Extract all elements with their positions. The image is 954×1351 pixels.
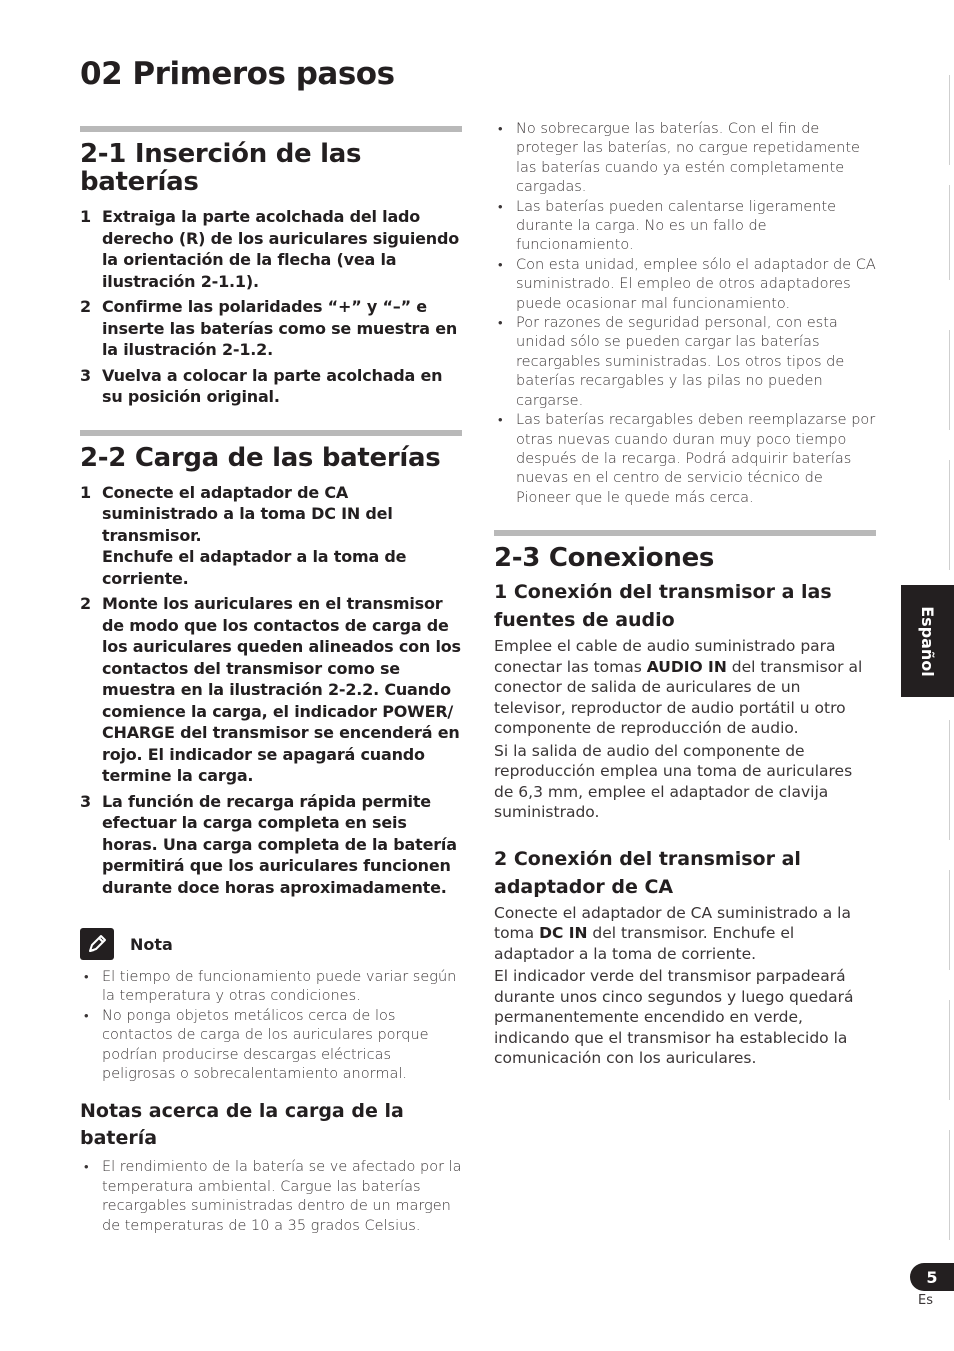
section-title-2-2: 2-2 Carga de las baterías xyxy=(80,442,441,473)
left-column xyxy=(80,120,462,1236)
page-number: 5 xyxy=(910,1263,954,1291)
dc-in-label: DC IN xyxy=(539,924,588,943)
note-list xyxy=(80,968,462,1084)
charging-note-item: • Las baterías pueden calentarse ligeramente durante la carga. No es un fallo de funcionamiento. xyxy=(494,198,876,256)
step-item xyxy=(80,593,462,787)
note-item: • No ponga objetos metálicos cerca de los contactos de carga de los auriculares porque podrían producirse descargas eléctricas peligrosas o sobrecalentamiento anormal. xyxy=(80,1007,462,1085)
pencil-icon xyxy=(80,928,114,960)
charging-note-item: • Por razones de seguridad personal, con esta unidad sólo se pueden cargar las baterías recargables suministradas. Los otros tipos de baterías recargables y las pilas no pueden cargarse. xyxy=(494,314,876,411)
step-number: 1 xyxy=(80,482,91,502)
side-divider xyxy=(949,330,950,430)
step-number: 2 xyxy=(80,594,91,613)
step-number: 2 xyxy=(80,297,91,316)
step-number: 1 xyxy=(80,207,91,226)
step-item xyxy=(80,791,462,899)
chapter-title: 02 Primeros pasos xyxy=(80,56,395,92)
ac-paragraph xyxy=(494,903,876,965)
page-language: Es xyxy=(918,1293,933,1308)
section-title-2-3: 2-3 Conexiones xyxy=(494,543,715,574)
side-divider xyxy=(949,1000,950,1100)
text-run: Conecte el adaptador de CA suministrado a la toma xyxy=(494,903,851,943)
audio-in-label: AUDIO IN xyxy=(646,657,727,676)
indicator-paragraph: El indicador verde del transmisor parpadeará durante unos cinco segundos y luego quedará permanentemente encendido en verde, indicando que el transmisor ha establecido la comunicación con los auriculares. xyxy=(494,967,854,1068)
side-divider xyxy=(949,870,950,970)
step-text: Confirme las polaridades “+” y “–” e inserte las baterías como se muestra en la ilustración 2-1.2. xyxy=(102,297,458,359)
charging-note-item: • No sobrecargue las baterías. Con el fin de proteger las baterías, no cargue repetidamente las baterías cuando ya estén completamente cargadas. xyxy=(494,120,876,198)
step-number: 3 xyxy=(80,365,91,385)
side-divider xyxy=(949,460,950,570)
step-text: Extraiga la parte acolchada del lado derecho (R) de los auriculares siguiendo la orientación de la flecha (vea la ilustración 2-1.1). xyxy=(102,207,460,291)
audio-adapter-paragraph: Si la salida de audio del componente de reproducción emplea una toma de auriculares de 6,3 mm, emplee el adaptador de clavija suministrado. xyxy=(494,741,853,822)
step-text: La función de recarga rápida permite efectuar la carga completa en seis horas. Una carga completa de la batería permitirá que los auriculares funcionen durante doce horas aproximadamente. xyxy=(102,791,457,897)
step-text: Conecte el adaptador de CA suministrado a la toma DC IN del transmisor. xyxy=(102,482,393,545)
step-extra-text: Enchufe el adaptador a la toma de corriente. xyxy=(102,547,407,588)
side-divider xyxy=(949,185,950,280)
note-header xyxy=(80,928,462,960)
side-divider xyxy=(949,75,950,165)
step-text: Vuelva a colocar la parte acolchada en su posición original. xyxy=(102,365,443,406)
subsection-title-audio: 1 Conexión del transmisor a las fuentes de audio xyxy=(494,581,832,632)
charging-note-item: • El rendimiento de la batería se ve afectado por la temperatura ambiental. Cargue las baterías recargables suministradas dentro de un margen de temperaturas de 10 a 35 grados Celsius. xyxy=(80,1158,462,1236)
audio-paragraph xyxy=(494,636,876,739)
subsection-title-ac: 2 Conexión del transmisor al adaptador de CA xyxy=(494,847,801,898)
step-text: Monte los auriculares en el transmisor de modo que los contactos de carga de los auriculares queden alineados con los contactos del transmisor como se muestra en la ilustración 2-2.2. Cuando comience la carga, el indicador POWER/ CHARGE del transmisor se encenderá en rojo. El indicador se apagará cuando termine la carga. xyxy=(102,594,461,785)
step-item xyxy=(80,296,462,361)
text-run: del transmisor. Enchufe el adaptador a la toma de corriente. xyxy=(494,924,795,963)
note-label: Nota xyxy=(130,934,173,954)
steps-list-2-2 xyxy=(80,482,462,899)
step-item xyxy=(80,482,462,590)
right-column xyxy=(494,120,876,1069)
side-divider xyxy=(949,1130,950,1240)
step-number: 3 xyxy=(80,791,91,811)
charging-note-item: • Las baterías recargables deben reemplazarse por otras nuevas cuando duran muy poco tiempo después de la recarga. Podrá adquirir baterías nuevas en el centro de servicio técnico de Pioneer que le quede más cerca. xyxy=(494,411,876,508)
text-run: Emplee el cable de audio suministrado para conectar las tomas xyxy=(494,637,836,676)
section-rule xyxy=(80,430,462,436)
charging-note-item: • Con esta unidad, emplee sólo el adaptador de CA suministrado. El empleo de otros adaptadores puede ocasionar mal funcionamiento. xyxy=(494,256,876,314)
text-run: del transmisor al conector de salida de auriculares de un televisor, reproductor de audio portátil u otro componente de reproducción de audio. xyxy=(494,657,863,738)
language-tab-label: Español xyxy=(918,605,938,677)
charging-notes-list-left xyxy=(80,1158,462,1236)
step-item xyxy=(80,206,462,292)
side-divider xyxy=(949,720,950,840)
charging-notes-list-right xyxy=(494,120,876,508)
section-title-2-1: 2-1 Inserción de las baterías xyxy=(80,139,362,197)
step-item xyxy=(80,365,462,408)
language-tab xyxy=(901,585,954,697)
section-rule xyxy=(494,530,876,536)
section-rule xyxy=(80,126,462,132)
steps-list-2-1 xyxy=(80,206,462,408)
charging-notes-title: Notas acerca de la carga de la batería xyxy=(80,1100,404,1150)
note-item: • El tiempo de funcionamiento puede variar según la temperatura y otras condiciones. xyxy=(80,968,462,1007)
